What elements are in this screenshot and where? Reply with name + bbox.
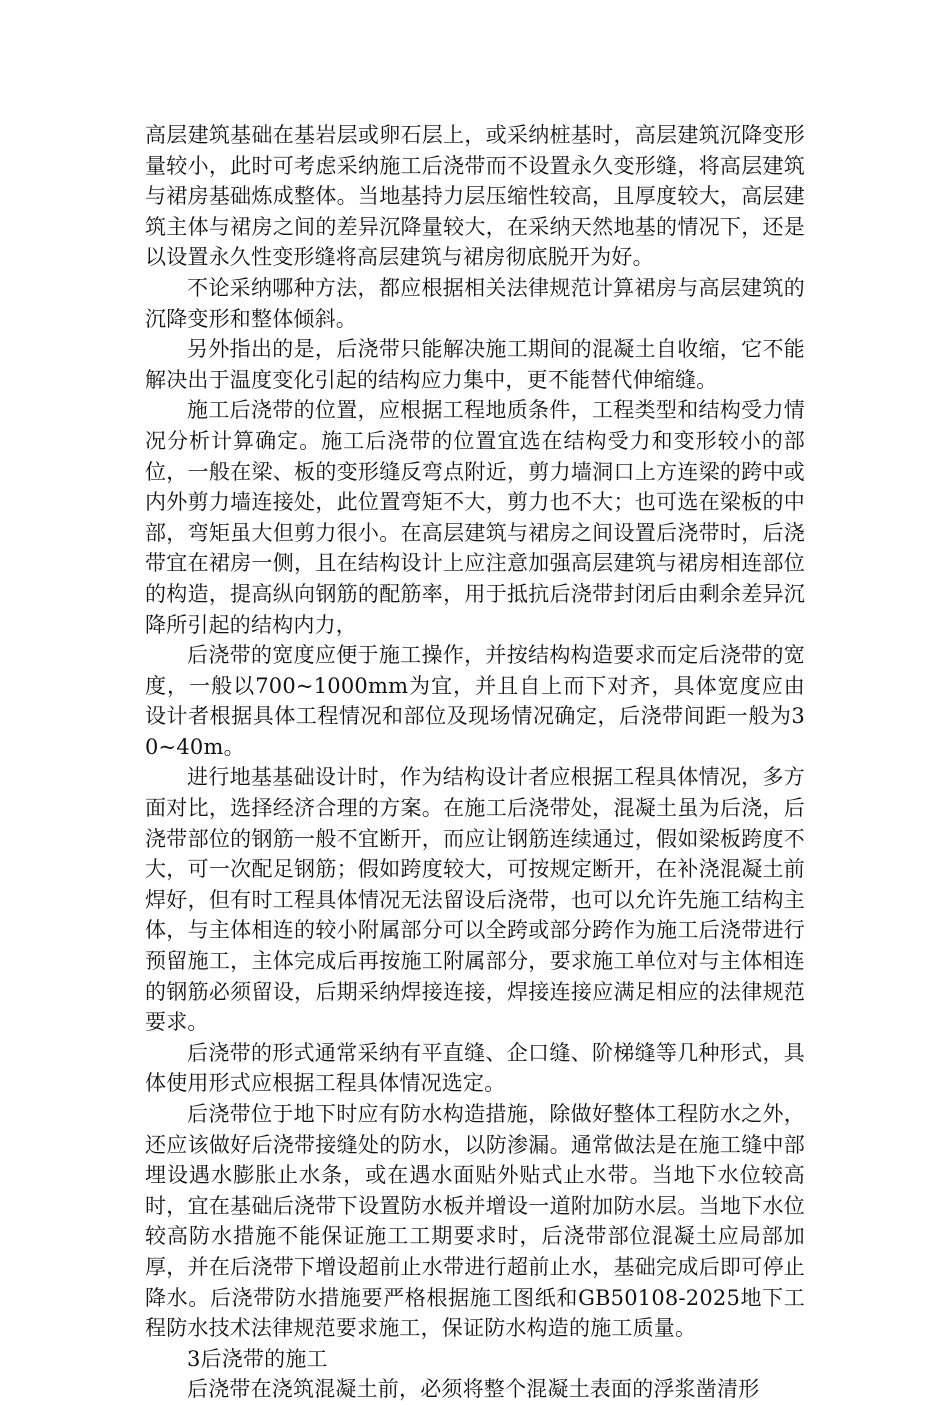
paragraph-location: 施工后浇带的位置，应根据工程地质条件，工程类型和结构受力情况分析计算确定。施工后浇带的位置宜选在结构受力和变形较小的部位，一般在梁、板的变形缝反弯点附近，剪力墙洞口上方连梁的跨中或内外剪力墙连接处，此位置弯矩不大，剪力也不大；也可选在梁板的中部，弯矩虽大但剪力很小。在高层建筑与裙房之间设置后浇带时，后浇带宜在裙房一侧，且在结构设计上应注意加强高层建筑与裙房相连部位的构造，提高纵向钢筋的配筋率，用于抵抗后浇带封闭后由剩余差异沉降所引起的结构内力， [145, 398, 805, 637]
paragraph-construction: 后浇带在浇筑混凝土前，必须将整个混凝土表面的浮浆凿清形 [187, 1377, 760, 1402]
document-page [145, 120, 805, 1405]
paragraph-joint-forms: 后浇带的形式通常采纳有平直缝、企口缝、阶梯缝等几种形式，具体使用形式应根据工程具体情况选定。 [145, 1040, 805, 1096]
paragraph-width: 后浇带的宽度应便于施工操作，并按结构构造要求而定后浇带的宽度，一般以700~1000mm为宜，并且自上而下对齐，具体宽度应由设计者根据具体工程情况和部位及现场情况确定，后浇带间距一般为30~40m。 [145, 643, 805, 759]
paragraph-waterproofing: 后浇带位于地下时应有防水构造措施，除做好整体工程防水之外，还应该做好后浇带接缝处的防水，以防渗漏。通常做法是在施工缝中部埋设遇水膨胀止水条，或在遇水面贴外贴式止水带。当地下水位较高时，宜在基础后浇带下设置防水板并增设一道附加防水层。当地下水位较高防水措施不能保证施工工期要求时，后浇带部位混凝土应局部加厚，并在后浇带下增设超前止水带进行超前止水，基础完成后即可停止降水。后浇带防水措施要严格根据施工图纸和GB50108-2025地下工程防水技术法律规范要求施工，保证防水构造的施工质量。 [145, 1102, 805, 1341]
paragraph-design: 进行地基基础设计时，作为结构设计者应根据工程具体情况，多方面对比，选择经济合理的方案。在施工后浇带处，混凝土虽为后浇，后浇带部位的钢筋一般不宜断开，而应让钢筋连续通过，假如梁板跨度不大，可一次配足钢筋；假如跨度较大，可按规定断开，在补浇混凝土前焊好，但有时工程具体情况无法留设后浇带，也可以允许先施工结构主体，与主体相连的较小附属部分可以全跨或部分跨作为施工后浇带进行预留施工，主体完成后再按施工附属部分，要求施工单位对与主体相连的钢筋必须留设，后期采纳焊接连接，焊接连接应满足相应的法律规范要求。 [145, 765, 805, 1035]
paragraph-foundation-settlement: 高层建筑基础在基岩层或卵石层上，或采纳桩基时，高层建筑沉降变形量较小，此时可考虑采纳施工后浇带而不设置永久变形缝，将高层建筑与裙房基础炼成整体。当地基持力层压缩性较高，且厚度较大，高层建筑主体与裙房之间的差异沉降量较大，在采纳天然地基的情况下，还是以设置永久性变形缝将高层建筑与裙房彻底脱开为好。 [145, 123, 805, 270]
section-heading: 3后浇带的施工 [187, 1346, 328, 1371]
paragraph-calculation: 不论采纳哪种方法，都应根据相关法律规范计算裙房与高层建筑的沉降变形和整体倾斜。 [145, 275, 805, 331]
paragraph-shrinkage: 另外指出的是，后浇带只能解决施工期间的混凝土自收缩，它不能解决出于温度变化引起的结构应力集中，更不能替代伸缩缝。 [145, 337, 805, 392]
